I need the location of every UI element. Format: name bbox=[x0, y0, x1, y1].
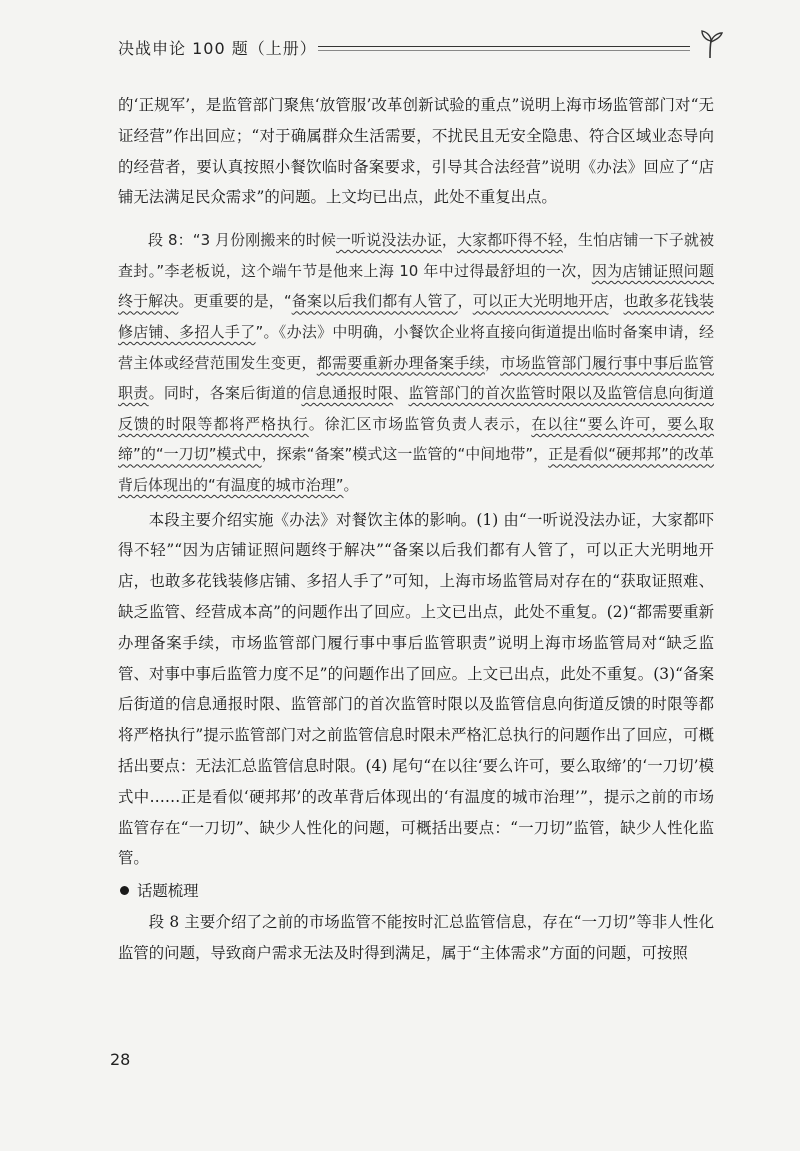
quote-text: ， bbox=[457, 292, 473, 311]
quote-text: 。徐汇区市场监管负责人表示， bbox=[308, 414, 532, 433]
analysis-paragraph: 本段主要介绍实施《办法》对餐饮主体的影响。(1) 由“一听说没法办证，大家都吓得不轻”“因为店铺证照问题终于解决”“备案以后我们都有人管了，可以正大光明地开店，也敢多花钱装修店铺、多招人手了”可知，上海市场监管局对存在的“获取证照难、缺乏监管、经营成本高”的问题作出了回应。上文已出点，此处不重复。(2)“都需要重新办理备案手续，市场监管部门履行事中事后监管职责”说明上海市场监管局对“缺乏监管、对事中事后监管力度不足”的问题作出了回应。上文已出点，此处不重复。(3)“备案后街道的信息通报时限、监管部门的首次监管时限以及监管信息向街道反馈的时限等都将严格执行”提示监管部门对之前监管信息时限未严格汇总执行的问题作出了回应，可概括出要点：无法汇总监管信息时限。(4) 尾句“在以往‘要么许可，要么取缔’的‘一刀切’模式中……正是看似‘硬邦邦’的改革背后体现出的‘有温度的城市治理’”，提示之前的市场监管存在“一刀切”、缺少人性化的问题，可概括出要点：“一刀切”监管，缺少人性化监管。 bbox=[118, 510, 714, 868]
underlined-phrase: 一听说没法办证 bbox=[336, 231, 442, 250]
underlined-phrase: 正是看似“硬邦邦”的改革背后体现出的“有温度的城市治理” bbox=[118, 445, 714, 494]
quote-text: ， bbox=[608, 292, 624, 311]
quote-text: ， bbox=[441, 231, 457, 250]
underlined-phrase: 在以往“要么许可，要么取缔”的“一刀切”模式中 bbox=[118, 414, 714, 464]
quote-text: 。更重要的是，“ bbox=[178, 292, 292, 311]
header-rule-thin bbox=[318, 50, 690, 51]
quote-text: 。 bbox=[343, 475, 359, 494]
page-number: 28 bbox=[110, 1050, 131, 1069]
quote-text: 。同时，各案后街道的 bbox=[148, 384, 302, 403]
underlined-phrase: 大家都吓得不轻 bbox=[456, 231, 563, 250]
underlined-phrase: 因为店铺证照问题终于解决 bbox=[118, 261, 714, 311]
quote-text: ，生怕店铺一下子就被查封。”李老板说，这个端午节是他来上海 10 年中过得最舒坦的一次， bbox=[118, 231, 714, 280]
underlined-phrase: 可以正大光明地开店 bbox=[472, 292, 609, 311]
bullet-icon bbox=[120, 886, 129, 895]
quote-text: 、 bbox=[393, 384, 409, 403]
quote-text: ”。《办法》中明确，小餐饮企业将直接向街道提出临时备案申请，经营主体或经营范围发生变更， bbox=[118, 322, 714, 372]
quote-text: ，探索“备案”模式这一监管的“中间地带”， bbox=[261, 445, 549, 464]
running-header bbox=[118, 32, 728, 62]
topic-heading bbox=[118, 876, 714, 907]
underlined-phrase: 信息通报时限 bbox=[301, 384, 394, 403]
quote-text: ， bbox=[484, 353, 501, 372]
quoted-source-paragraph bbox=[118, 225, 714, 500]
topic-paragraph: 段 8 主要介绍了之前的市场监管不能按时汇总监管信息，存在“一刀切”等非人性化监管的问题，导致商户需求无法及时得到满足，属于“主体需求”方面的问题，可按照 bbox=[118, 912, 714, 962]
topic-heading-label: 话题梳理 bbox=[137, 882, 199, 901]
paragraph-continuation: 的‘正规军’，是监管部门聚焦‘放管服’改革创新试验的重点”说明上海市场监管部门对“无证经营”作出回应；“对于确属群众生活需要，不扰民且无安全隐患、符合区域业态导向的经营者，要认真按照小餐饮临时备案要求，引导其合法经营”说明《办法》回应了“店铺无法满足民众需求”的问题。上文均已出点，此处不重复出点。 bbox=[118, 96, 714, 207]
underlined-phrase: 备案以后我们都有人管了 bbox=[291, 292, 458, 311]
quote-text: 段 8：“3 月份刚搬来的时候 bbox=[148, 231, 336, 250]
underlined-phrase: 监管部门的首次监管时限以及监管信息向街道反馈的时限等都将严格执行 bbox=[118, 384, 714, 433]
page-content bbox=[118, 90, 714, 968]
header-rule bbox=[318, 46, 690, 47]
underlined-phrase: 都需要重新办理备案手续 bbox=[316, 353, 485, 372]
underlined-phrase: 市场监管部门履行事中事后监管职责 bbox=[118, 353, 714, 403]
book-title: 决战申论 100 题（上册） bbox=[118, 39, 317, 58]
underlined-phrase: 也敢多花钱装修店铺、多招人手了 bbox=[118, 292, 714, 341]
sprout-icon bbox=[694, 28, 726, 60]
